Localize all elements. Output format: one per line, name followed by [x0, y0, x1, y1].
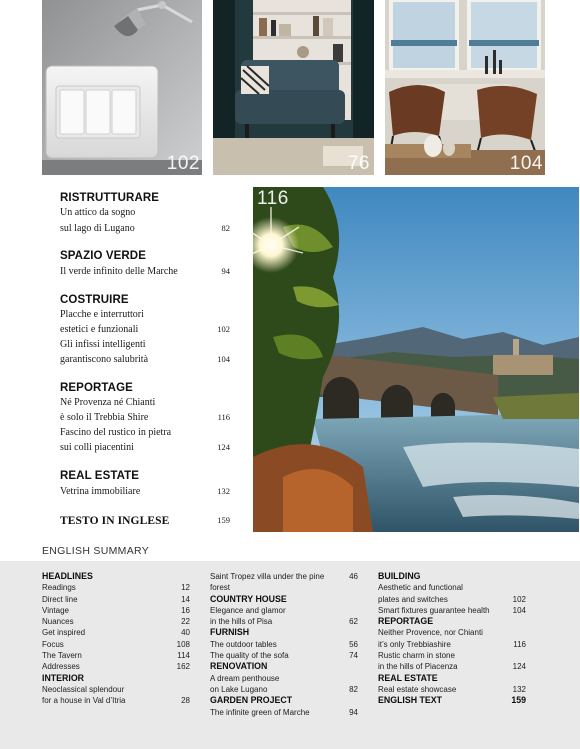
summary-entry-title: Addresses	[42, 662, 80, 672]
summary-page-number	[338, 673, 358, 684]
summary-entry	[210, 639, 358, 650]
toc-entry-title: Un attico da sogno	[60, 207, 136, 218]
toc-entry	[60, 513, 230, 529]
toc-page-number: 124	[217, 442, 230, 452]
toc-entry	[60, 426, 230, 441]
toc-entry-title: è solo il Trebbia Shire	[60, 412, 149, 423]
toc-entry	[60, 206, 230, 221]
toc-entry	[60, 410, 230, 426]
summary-entry	[210, 707, 358, 718]
toc-entry	[60, 484, 230, 500]
summary-page-number: 28	[181, 696, 190, 706]
summary-entry-title: Smart fixtures guarantee health	[378, 605, 490, 615]
summary-page-number: 56	[349, 639, 358, 649]
summary-column	[378, 571, 526, 707]
summary-entry-title: Saint Tropez villa under the pine forest	[210, 572, 325, 593]
summary-entry-title: in the hills of Piacenza	[378, 662, 458, 672]
summary-heading-row	[42, 673, 190, 684]
summary-entry	[378, 594, 526, 605]
toc-entry	[60, 308, 230, 323]
summary-entry	[42, 582, 190, 593]
summary-heading-row	[210, 594, 358, 605]
photo-switch-plate	[42, 0, 202, 175]
toc-page-number: 102	[217, 324, 230, 334]
summary-heading: INTERIOR	[42, 672, 85, 683]
toc-section	[60, 192, 230, 236]
toc-entry-title: sui colli piacentini	[60, 442, 134, 453]
summary-heading: HEADLINES	[42, 571, 93, 581]
toc-page-number: 159	[217, 515, 230, 525]
summary-entry-title: Real estate showcase	[378, 684, 457, 694]
toc-entry-title: Placche e interruttori	[60, 308, 144, 320]
summary-entry	[210, 650, 358, 661]
summary-page-number: 82	[349, 684, 358, 694]
page-number-badge: 104	[509, 153, 543, 174]
summary-page-number	[170, 684, 190, 695]
toc-section-title: REAL ESTATE	[60, 469, 140, 482]
summary-heading: FURNISH	[210, 627, 250, 638]
summary-page-number: 94	[349, 707, 358, 717]
river-bridge-illustration	[253, 187, 579, 532]
toc-section	[60, 382, 230, 456]
summary-heading: GARDEN PROJECT	[210, 695, 293, 706]
toc-page-number: 82	[221, 222, 230, 233]
summary-entry-title: Elegance and glamor	[210, 605, 286, 615]
page-number-badge: 116	[257, 188, 289, 209]
summary-heading-row	[210, 695, 358, 706]
toc-section	[60, 250, 230, 280]
summary-page-number	[506, 582, 526, 593]
toc-section-title: COSTRUIRE	[60, 293, 129, 306]
toc-entry-title: estetici e funzionali	[60, 324, 139, 335]
toc-entry	[60, 352, 230, 368]
summary-heading: COUNTRY HOUSE	[210, 593, 287, 604]
summary-entry	[378, 627, 526, 638]
summary-entry	[42, 661, 190, 672]
summary-entry	[42, 627, 190, 638]
summary-entry	[42, 594, 190, 605]
toc-entry	[60, 338, 230, 353]
summary-entry-title: in the hills of Pisa	[210, 617, 273, 627]
summary-entry-title: Vintage	[42, 605, 69, 615]
summary-entry	[42, 695, 190, 706]
summary-heading-row	[210, 627, 358, 638]
summary-page-number	[338, 605, 358, 616]
summary-heading-row	[378, 695, 526, 706]
summary-entry	[42, 639, 190, 650]
toc-entry-title: sul lago di Lugano	[60, 222, 135, 234]
toc-page-number: 132	[217, 485, 230, 496]
summary-entry	[378, 684, 526, 695]
summary-page-number: 116	[513, 639, 526, 649]
toc-entry-title: Vetrina immobiliare	[60, 485, 141, 497]
summary-page-number: 16	[181, 605, 190, 615]
summary-heading-row	[378, 673, 526, 684]
summary-entry	[42, 605, 190, 616]
summary-entry	[378, 650, 526, 661]
summary-entry-title: Neither Provence, nor Chianti	[378, 628, 483, 638]
photo-window-chairs	[385, 0, 545, 175]
summary-page-number: 108	[176, 639, 190, 649]
summary-entry	[42, 650, 190, 661]
summary-entry-title: The outdoor tables	[210, 639, 277, 649]
toc-section	[60, 294, 230, 368]
armchair-illustration	[213, 0, 374, 175]
summary-entry-title: Direct line	[42, 594, 78, 604]
summary-entry-title: A dream penthouse	[210, 673, 280, 683]
toc-entry-title: Gli infissi intelligenti	[60, 338, 146, 350]
summary-entry-title: The Tavern	[42, 651, 82, 661]
summary-entry-title: Rustic charm in stone	[378, 651, 455, 661]
toc-entry-title: garantiscono salubrità	[60, 354, 149, 365]
summary-heading: REPORTAGE	[378, 616, 434, 627]
summary-entry	[210, 673, 358, 684]
page-number-badge: 76	[347, 153, 370, 174]
toc-section-title: RISTRUTTURARE	[60, 192, 160, 204]
summary-page-number: 46	[349, 572, 358, 581]
summary-page-number: 74	[349, 651, 358, 661]
toc-section	[60, 513, 230, 529]
summary-page-number: 104	[512, 605, 526, 615]
toc-entry	[60, 322, 230, 338]
summary-column	[210, 571, 358, 718]
summary-page-number: 14	[181, 594, 190, 604]
summary-page-number: 40	[181, 628, 190, 638]
toc-entry-title: Il verde infinito delle Marche	[60, 266, 178, 277]
summary-entry-title: The quality of the sofa	[210, 651, 289, 661]
summary-entry-title: Neoclassical splendour	[42, 684, 125, 694]
summary-page-number: 162	[176, 662, 190, 672]
summary-entry	[378, 582, 526, 593]
summary-entry	[210, 616, 358, 627]
summary-entry	[42, 684, 190, 695]
summary-entry-title: on Lake Lugano	[210, 684, 268, 694]
summary-heading: RENOVATION	[210, 661, 268, 672]
summary-entry	[210, 571, 358, 594]
toc-entry	[60, 396, 230, 411]
summary-page-number: 12	[181, 583, 190, 593]
summary-entry-title: plates and switches	[378, 594, 448, 604]
photo-armchair-interior	[213, 0, 374, 175]
summary-page-number	[506, 627, 526, 638]
summary-page-number: 124	[512, 662, 526, 672]
summary-entry	[378, 661, 526, 672]
summary-entry-title: The infinite green of Marche	[210, 707, 310, 717]
summary-page-number: 114	[177, 651, 190, 661]
summary-page-number: 22	[181, 617, 190, 627]
toc-entry	[60, 221, 230, 237]
summary-entry-title: Get inspired	[42, 628, 86, 638]
toc-entry	[60, 264, 230, 280]
table-of-contents	[60, 192, 230, 543]
summary-heading-row	[210, 661, 358, 672]
summary-entry	[210, 605, 358, 616]
summary-heading: ENGLISH TEXT	[378, 695, 443, 706]
summary-column	[42, 571, 190, 707]
window-chairs-illustration	[385, 0, 545, 175]
switch-plate-illustration	[42, 0, 202, 175]
summary-entry-title: Nuances	[42, 617, 74, 627]
summary-entry	[378, 639, 526, 650]
summary-heading: BUILDING	[378, 571, 421, 581]
page-number-badge: 102	[166, 153, 200, 174]
toc-section-title: SPAZIO VERDE	[60, 250, 146, 262]
summary-page-number: 159	[511, 695, 526, 706]
summary-entry-title: it’s only Trebbiashire	[378, 639, 451, 649]
summary-page-number	[506, 650, 526, 661]
toc-section-title: REPORTAGE	[60, 381, 133, 394]
summary-entry-title: Readings	[42, 583, 76, 593]
summary-entry-title: Aesthetic and functional	[378, 583, 463, 593]
summary-heading: REAL ESTATE	[378, 672, 438, 683]
summary-heading-row	[378, 616, 526, 627]
toc-page-number: 94	[221, 266, 230, 276]
english-summary-title: ENGLISH SUMMARY	[42, 545, 149, 557]
summary-page-number: 132	[512, 684, 526, 694]
summary-heading-row	[42, 571, 190, 582]
summary-entry	[378, 605, 526, 616]
summary-entry	[210, 684, 358, 695]
toc-section	[60, 470, 230, 500]
toc-entry	[60, 440, 230, 456]
summary-entry	[42, 616, 190, 627]
summary-heading-row	[378, 571, 526, 582]
toc-entry-title: Né Provenza né Chianti	[60, 396, 156, 408]
summary-entry-title: Focus	[42, 639, 64, 649]
summary-page-number: 102	[512, 594, 526, 604]
toc-section-title: TESTO IN INGLESE	[60, 515, 170, 527]
toc-page-number: 116	[217, 412, 230, 422]
summary-entry-title: for a house in Val d’Itria	[42, 696, 126, 706]
summary-page-number: 62	[349, 617, 358, 627]
toc-entry-title: Fascino del rustico in pietra	[60, 426, 172, 438]
toc-page-number: 104	[217, 354, 230, 364]
photo-river-bridge	[253, 187, 579, 532]
